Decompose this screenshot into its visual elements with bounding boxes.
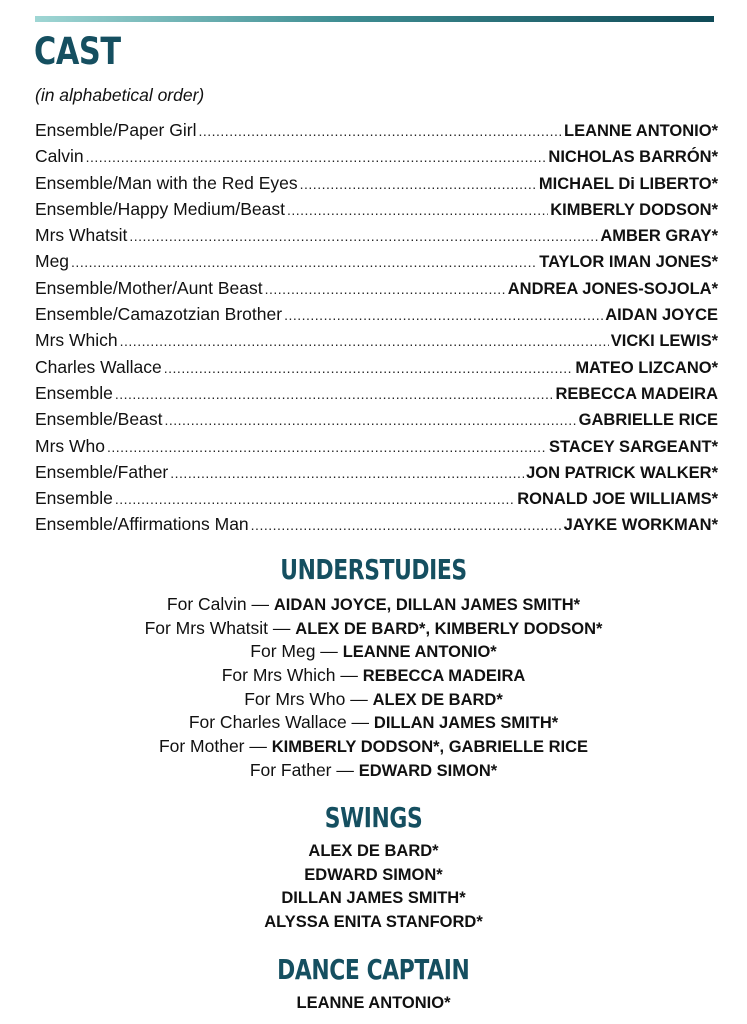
understudy-row xyxy=(0,664,747,688)
dot-leader xyxy=(129,223,598,249)
cast-actor: AMBER GRAY* xyxy=(600,227,718,246)
understudies-list xyxy=(0,593,747,783)
understudy-actors: AIDAN JOYCE, DILLAN JAMES SMITH* xyxy=(273,596,581,614)
cast-role: Ensemble/Camazotzian Brother xyxy=(35,304,283,325)
understudy-actors: REBECCA MADEIRA xyxy=(362,667,526,686)
dance-captain-heading: DANCE CAPTAIN xyxy=(277,953,470,986)
dot-leader xyxy=(86,144,547,170)
cast-role: Ensemble/Happy Medium/Beast xyxy=(35,198,285,219)
dot-leader xyxy=(265,276,506,302)
cast-actor: MICHAEL Di LIBERTO* xyxy=(538,174,718,193)
dot-leader xyxy=(170,460,524,486)
cast-row xyxy=(35,485,718,511)
cast-actor: RONALD JOE WILLIAMS* xyxy=(517,490,718,509)
cast-subtitle: (in alphabetical order) xyxy=(35,85,205,105)
cast-row xyxy=(35,354,718,380)
dot-leader xyxy=(115,381,554,407)
cast-role: Meg xyxy=(35,251,70,272)
cast-role: Ensemble/Father xyxy=(35,461,169,482)
cast-actor: VICKI LEWIS* xyxy=(610,332,718,351)
cast-role: Mrs Who xyxy=(35,435,105,456)
understudy-role: For Mother — xyxy=(158,736,267,757)
cast-actor: JON PATRICK WALKER* xyxy=(526,463,718,482)
dot-leader xyxy=(164,407,576,433)
understudy-row xyxy=(0,617,747,641)
dot-leader xyxy=(120,328,609,354)
cast-role: Ensemble/Beast xyxy=(35,409,163,430)
swings-list xyxy=(0,840,747,935)
cast-heading: CAST xyxy=(34,30,121,73)
understudy-role: For Charles Wallace — xyxy=(188,712,370,733)
cast-row xyxy=(35,143,718,169)
cast-actor: KIMBERLY DODSON* xyxy=(550,200,718,219)
cast-role: Ensemble/Mother/Aunt Beast xyxy=(35,277,263,298)
cast-role: Ensemble xyxy=(35,382,113,403)
understudy-actors: KIMBERLY DODSON*, GABRIELLE RICE xyxy=(271,738,589,757)
understudy-actors: LEANNE ANTONIO* xyxy=(342,643,497,662)
cast-row xyxy=(35,222,718,248)
cast-row xyxy=(35,327,718,353)
understudy-role: For Mrs Which — xyxy=(221,665,358,686)
dot-leader xyxy=(115,486,515,512)
cast-row xyxy=(35,380,718,406)
understudy-row xyxy=(0,688,747,712)
cast-row xyxy=(35,275,718,301)
swing-name: DILLAN JAMES SMITH* xyxy=(281,889,466,908)
cast-role: Ensemble/Man with the Red Eyes xyxy=(35,172,298,193)
cast-actor: AIDAN JOYCE xyxy=(605,306,718,325)
dot-leader xyxy=(287,197,548,223)
understudy-role: For Mrs Who — xyxy=(244,688,368,709)
cast-role: Mrs Whatsit xyxy=(35,225,128,246)
understudy-actors: DILLAN JAMES SMITH* xyxy=(373,714,559,733)
understudy-actors: ALEX DE BARD*, KIMBERLY DODSON* xyxy=(295,619,603,638)
dot-leader xyxy=(198,118,562,144)
dot-leader xyxy=(164,355,574,381)
cast-role: Charles Wallace xyxy=(35,356,162,377)
cast-role: Calvin xyxy=(35,146,84,167)
cast-row xyxy=(35,406,718,432)
understudy-row xyxy=(0,640,747,664)
cast-row xyxy=(35,117,718,143)
understudy-row xyxy=(0,711,747,735)
swings-heading: SWINGS xyxy=(324,801,423,834)
cast-row xyxy=(35,248,718,274)
cast-role: Ensemble/Affirmations Man xyxy=(35,514,249,535)
cast-row xyxy=(35,433,718,459)
dance-captain-list xyxy=(0,992,747,1016)
cast-row xyxy=(35,170,718,196)
cast-actor: TAYLOR IMAN JONES* xyxy=(539,253,718,272)
understudy-actors: EDWARD SIMON* xyxy=(358,761,498,780)
cast-list xyxy=(35,117,718,538)
swing-name: EDWARD SIMON* xyxy=(304,865,443,884)
understudy-row xyxy=(0,759,747,783)
cast-actor: STACEY SARGEANT* xyxy=(549,437,718,456)
dance-captain-name: LEANNE ANTONIO* xyxy=(296,994,451,1012)
cast-actor: LEANNE ANTONIO* xyxy=(563,122,718,140)
dot-leader xyxy=(284,302,603,328)
understudy-actors: ALEX DE BARD* xyxy=(372,690,503,709)
cast-actor: NICHOLAS BARRÓN* xyxy=(548,148,718,167)
cast-row xyxy=(35,196,718,222)
swing-name: ALEX DE BARD* xyxy=(308,842,439,860)
dot-leader xyxy=(300,171,537,197)
dot-leader xyxy=(71,249,537,275)
understudy-row xyxy=(0,735,747,759)
understudy-role: For Mrs Whatsit — xyxy=(144,617,291,638)
top-divider-rule xyxy=(35,16,714,22)
cast-role: Ensemble/Paper Girl xyxy=(35,120,197,140)
dot-leader xyxy=(107,434,547,460)
cast-row xyxy=(35,511,718,537)
cast-role: Mrs Which xyxy=(35,330,118,351)
understudy-row xyxy=(0,593,747,617)
cast-actor: MATEO LIZCANO* xyxy=(575,358,718,377)
cast-actor: ANDREA JONES-SOJOLA* xyxy=(507,279,718,298)
understudy-role: For Meg — xyxy=(250,641,338,662)
cast-actor: REBECCA MADEIRA xyxy=(555,384,718,403)
swing-name: ALYSSA ENITA STANFORD* xyxy=(264,913,483,932)
understudies-heading: UNDERSTUDIES xyxy=(280,553,467,586)
cast-role: Ensemble xyxy=(35,488,113,509)
understudy-role: For Father — xyxy=(249,759,354,780)
understudy-role: For Calvin — xyxy=(166,594,270,614)
cast-actor: GABRIELLE RICE xyxy=(578,411,718,430)
cast-row xyxy=(35,459,718,485)
cast-actor: JAYKE WORKMAN* xyxy=(563,516,718,535)
cast-row xyxy=(35,301,718,327)
dot-leader xyxy=(251,512,562,538)
